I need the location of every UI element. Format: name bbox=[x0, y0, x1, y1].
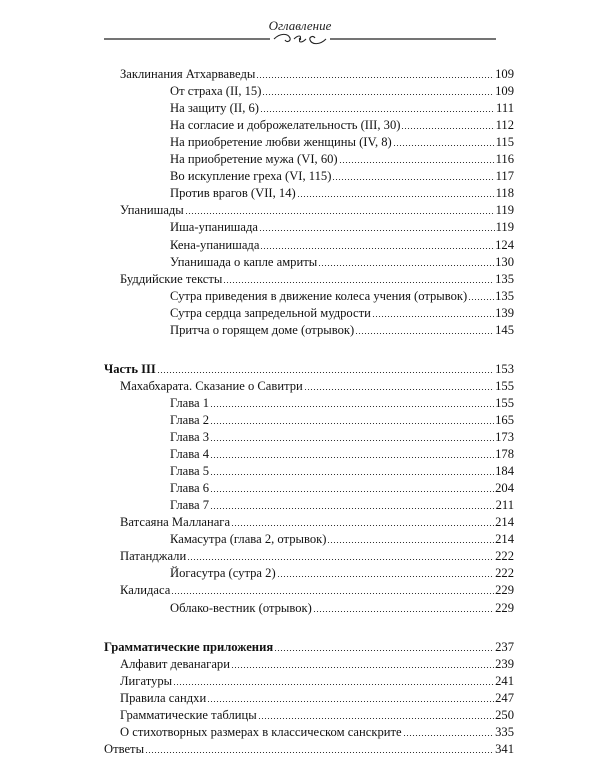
toc-entry-page: 111 bbox=[496, 101, 514, 115]
toc-entry bbox=[170, 117, 514, 133]
dot-leader bbox=[173, 684, 494, 685]
toc-entry bbox=[170, 395, 514, 411]
toc-entry bbox=[170, 219, 514, 235]
toc-entry-title: Заклинания Атхарваведы bbox=[120, 67, 256, 81]
toc-entry-title: Калидаса bbox=[120, 583, 171, 597]
header-ornament bbox=[104, 32, 496, 46]
dot-leader bbox=[223, 282, 494, 283]
toc-entry-page: 214 bbox=[495, 515, 514, 529]
dot-leader bbox=[403, 735, 495, 736]
toc-entry-page: 155 bbox=[495, 379, 514, 393]
dot-leader bbox=[210, 440, 494, 441]
dot-leader bbox=[210, 491, 494, 492]
dot-leader bbox=[258, 718, 494, 719]
toc-entry-title: Правила сандхи bbox=[120, 691, 207, 705]
dot-leader bbox=[187, 559, 494, 560]
toc-entry-title: Грамматические таблицы bbox=[120, 708, 257, 722]
toc-entry bbox=[120, 673, 514, 689]
toc-entry-page: 130 bbox=[495, 255, 514, 269]
toc-entry-page: 229 bbox=[495, 583, 514, 597]
toc-entry-title: Глава 7 bbox=[170, 498, 210, 512]
toc-entry-title: Сутра приведения в движение колеса учения (отрывок) bbox=[170, 289, 468, 303]
toc-entry-title: Притча о горящем доме (отрывок) bbox=[170, 323, 355, 337]
toc-entry bbox=[170, 168, 514, 184]
toc-entry-title: Грамматические приложения bbox=[104, 640, 274, 654]
toc-entry-title: Во искупление греха (VI, 115) bbox=[170, 169, 332, 183]
dot-leader bbox=[277, 576, 494, 577]
toc-entry bbox=[104, 741, 514, 757]
toc-entry-page: 112 bbox=[495, 118, 514, 132]
toc-entry-title: Йогасутра (сутра 2) bbox=[170, 566, 276, 580]
toc-entry-title: Камасутра (глава 2, отрывок) bbox=[170, 532, 327, 546]
toc-entry-page: 178 bbox=[495, 447, 514, 461]
toc-entry-page: 139 bbox=[495, 306, 514, 320]
toc-entry bbox=[170, 600, 514, 616]
toc-entry bbox=[120, 271, 514, 287]
toc-entry-title: Глава 2 bbox=[170, 413, 210, 427]
toc-entry-page: 135 bbox=[495, 272, 514, 286]
toc-entry-page: 155 bbox=[495, 396, 514, 410]
toc-entry bbox=[104, 361, 514, 377]
toc-entry bbox=[170, 100, 514, 116]
dot-leader bbox=[171, 593, 494, 594]
toc-entry bbox=[120, 707, 514, 723]
toc-entry-title: Глава 3 bbox=[170, 430, 210, 444]
toc-entry bbox=[170, 463, 514, 479]
dot-leader bbox=[339, 162, 495, 163]
running-header bbox=[0, 18, 600, 52]
toc-entry-title: О стихотворных размерах в классическом санскрите bbox=[120, 725, 402, 739]
toc-entry-page: 135 bbox=[495, 289, 514, 303]
dot-leader bbox=[274, 650, 494, 651]
toc-entry-page: 247 bbox=[495, 691, 514, 705]
toc-entry bbox=[104, 639, 514, 655]
dot-leader bbox=[210, 423, 494, 424]
toc-entry-page: 211 bbox=[495, 498, 514, 512]
toc-entry-title: Лигатуры bbox=[120, 674, 173, 688]
toc-entry-title: Упанишада о капле амриты bbox=[170, 255, 318, 269]
toc-entry-page: 237 bbox=[495, 640, 514, 654]
dot-leader bbox=[262, 94, 494, 95]
toc-entry-page: 239 bbox=[495, 657, 514, 671]
toc-entry-title: Махабхарата. Сказание о Савитри bbox=[120, 379, 303, 393]
toc-entry-title: Сутра сердца запредельной мудрости bbox=[170, 306, 371, 320]
toc-entry-page: 184 bbox=[495, 464, 514, 478]
toc-entry bbox=[120, 202, 514, 218]
toc-entry bbox=[170, 446, 514, 462]
dot-leader bbox=[259, 230, 495, 231]
dot-leader bbox=[318, 265, 494, 266]
toc-entry-page: 229 bbox=[495, 601, 514, 615]
dot-leader bbox=[327, 542, 494, 543]
toc-entry bbox=[120, 724, 514, 740]
toc-entry-title: Часть III bbox=[104, 362, 156, 376]
dot-leader bbox=[313, 611, 494, 612]
header-title: Оглавление bbox=[268, 18, 332, 33]
dot-leader bbox=[297, 196, 495, 197]
toc-entry bbox=[170, 288, 514, 304]
toc-entry-title: Глава 1 bbox=[170, 396, 210, 410]
toc-entry bbox=[170, 83, 514, 99]
toc-entry-page: 115 bbox=[495, 135, 514, 149]
toc-entry bbox=[170, 412, 514, 428]
toc-entry-page: 250 bbox=[495, 708, 514, 722]
toc-entry-page: 214 bbox=[495, 532, 514, 546]
toc-entry-title: Иша-упанишада bbox=[170, 220, 258, 234]
dot-leader bbox=[145, 752, 494, 753]
toc-entry-title: Алфавит деванагари bbox=[120, 657, 230, 671]
toc-entry-page: 124 bbox=[495, 238, 514, 252]
toc-entry bbox=[120, 66, 514, 82]
toc-entry-page: 145 bbox=[495, 323, 514, 337]
toc-entry bbox=[170, 497, 514, 513]
toc-entry bbox=[170, 151, 514, 167]
dot-leader bbox=[355, 333, 494, 334]
dot-leader bbox=[332, 179, 494, 180]
toc-entry-title: Патанджали bbox=[120, 549, 187, 563]
toc-entry-title: Кена-упанишада bbox=[170, 238, 260, 252]
toc-entry-page: 241 bbox=[495, 674, 514, 688]
dot-leader bbox=[401, 128, 494, 129]
toc-entry-page: 153 bbox=[495, 362, 514, 376]
toc-entry-page: 119 bbox=[495, 220, 514, 234]
dot-leader bbox=[372, 316, 494, 317]
toc-entry-page: 116 bbox=[495, 152, 514, 166]
toc-entry-title: Глава 4 bbox=[170, 447, 210, 461]
toc-entry-page: 165 bbox=[495, 413, 514, 427]
toc-entry bbox=[120, 582, 514, 598]
toc-entry-title: Буддийские тексты bbox=[120, 272, 223, 286]
toc-entry bbox=[120, 656, 514, 672]
dot-leader bbox=[260, 111, 495, 112]
dot-leader bbox=[207, 701, 494, 702]
toc-entry-page: 222 bbox=[495, 566, 514, 580]
toc-entry bbox=[170, 480, 514, 496]
toc-entry-page: 204 bbox=[495, 481, 514, 495]
toc-entry-title: На защиту (II, 6) bbox=[170, 101, 259, 115]
toc-entry-page: 173 bbox=[495, 430, 514, 444]
toc-entry bbox=[170, 322, 514, 338]
toc-entry-page: 109 bbox=[495, 67, 514, 81]
toc-entry bbox=[120, 690, 514, 706]
dot-leader bbox=[157, 372, 494, 373]
dot-leader bbox=[256, 77, 494, 78]
dot-leader bbox=[210, 508, 495, 509]
toc-entry-title: На согласие и доброжелательность (III, 30) bbox=[170, 118, 401, 132]
toc-entry-title: Против врагов (VII, 14) bbox=[170, 186, 296, 200]
toc-entry-page: 222 bbox=[495, 549, 514, 563]
toc-entry bbox=[170, 531, 514, 547]
toc-entry-page: 118 bbox=[495, 186, 514, 200]
dot-leader bbox=[393, 145, 495, 146]
toc-entry-page: 117 bbox=[495, 169, 514, 183]
toc-entry bbox=[170, 254, 514, 270]
toc-entry-page: 109 bbox=[495, 84, 514, 98]
toc-entry-title: Ответы bbox=[104, 742, 145, 756]
toc-entry bbox=[170, 305, 514, 321]
toc-entry bbox=[170, 429, 514, 445]
toc-entry-page: 119 bbox=[495, 203, 514, 217]
toc-entry-title: Упанишады bbox=[120, 203, 184, 217]
toc-entry bbox=[170, 134, 514, 150]
toc-entry-title: От страха (II, 15) bbox=[170, 84, 262, 98]
dot-leader bbox=[260, 248, 494, 249]
dot-leader bbox=[210, 474, 494, 475]
dot-leader bbox=[468, 299, 494, 300]
toc-entry bbox=[120, 548, 514, 564]
toc-entry bbox=[170, 185, 514, 201]
toc-entry bbox=[170, 237, 514, 253]
dot-leader bbox=[210, 406, 494, 407]
dot-leader bbox=[210, 457, 494, 458]
toc-entry bbox=[170, 565, 514, 581]
toc-entry-page: 335 bbox=[495, 725, 514, 739]
toc-entry-title: Глава 6 bbox=[170, 481, 210, 495]
dot-leader bbox=[231, 667, 494, 668]
toc-entry-page: 341 bbox=[495, 742, 514, 756]
dot-leader bbox=[304, 389, 494, 390]
toc-entry-title: Ватсаяна Малланага bbox=[120, 515, 231, 529]
toc-entry-title: На приобретение мужа (VI, 60) bbox=[170, 152, 338, 166]
toc-entry-title: Облако-вестник (отрывок) bbox=[170, 601, 312, 615]
toc-entry bbox=[120, 378, 514, 394]
dot-leader bbox=[185, 213, 495, 214]
dot-leader bbox=[231, 525, 494, 526]
toc-entry bbox=[120, 514, 514, 530]
toc-entry-title: Глава 5 bbox=[170, 464, 210, 478]
toc-entry-title: На приобретение любви женщины (IV, 8) bbox=[170, 135, 392, 149]
